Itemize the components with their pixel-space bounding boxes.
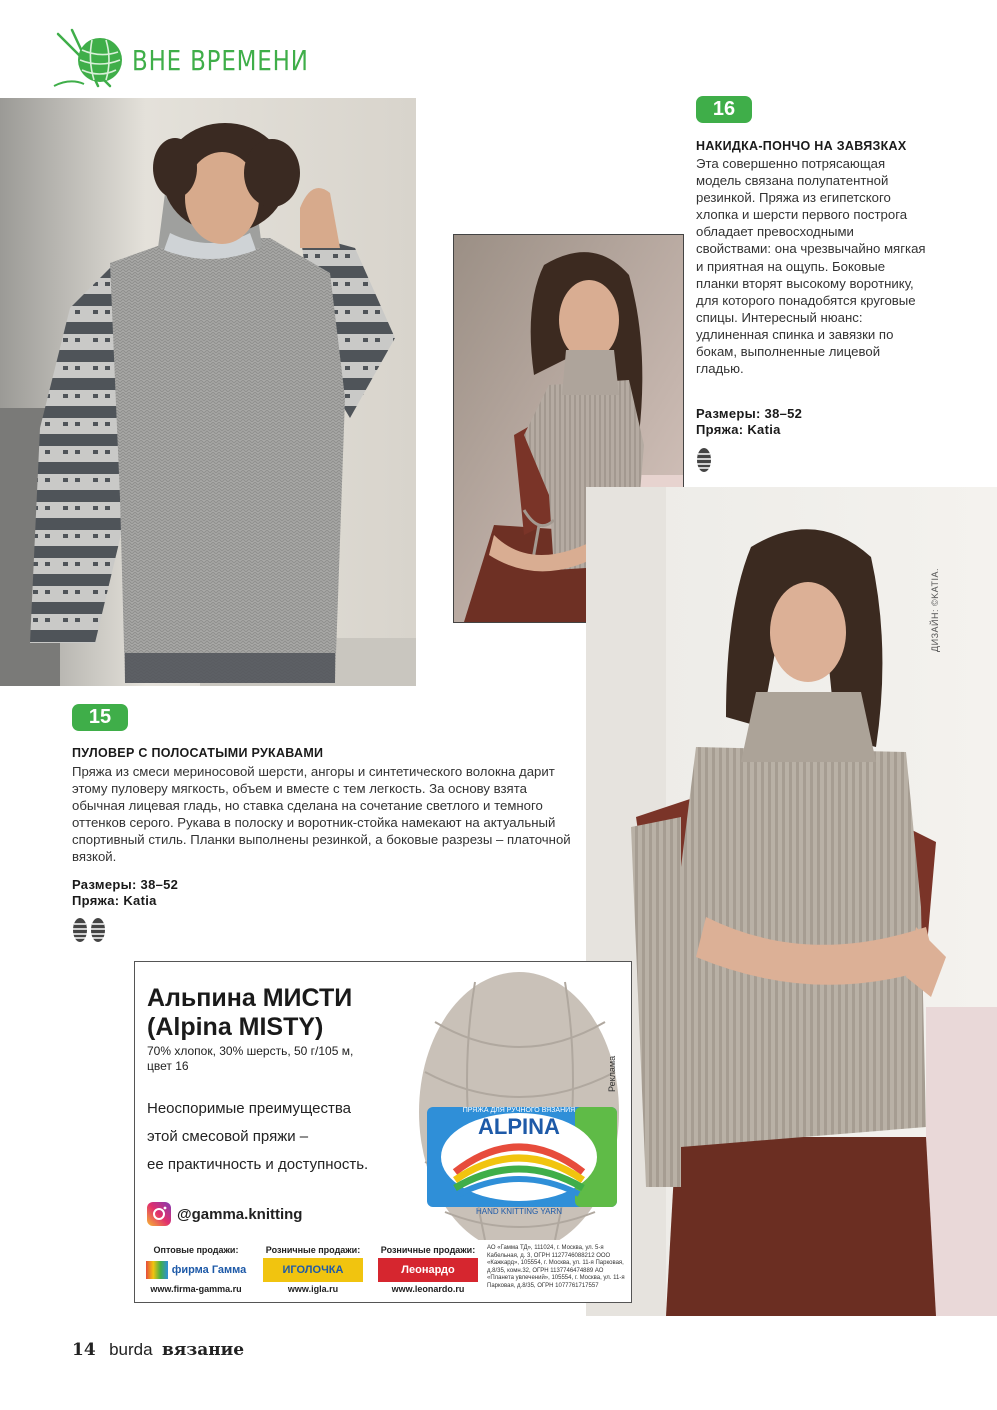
shop-retail-leonardo[interactable]: Розничные продажи: Леонардо www.leonardo.ru — [373, 1242, 483, 1294]
page-footer — [72, 1340, 244, 1360]
instagram-icon — [147, 1202, 171, 1226]
section-title: ВНЕ ВРЕМЕНИ — [132, 44, 309, 77]
shop-retail-igla[interactable]: Розничные продажи: ИГОЛОЧКА www.igla.ru — [257, 1242, 369, 1294]
instagram-handle: @gamma.knitting — [177, 1205, 303, 1223]
difficulty-yarn-icons-15 — [72, 917, 108, 948]
difficulty-yarn-icons-16 — [696, 447, 712, 478]
gamma-logo: фирма Гамма — [141, 1258, 251, 1282]
yarn-ball-logo-icon — [50, 28, 130, 90]
yarn-16: Пряжа: Katia — [696, 422, 781, 437]
sizes-15: Размеры: 38–52 — [72, 877, 179, 892]
yarn-advertisement — [134, 961, 632, 1303]
label-top: ПРЯЖА ДЛЯ РУЧНОГО ВЯЗАНИЯ — [462, 1107, 576, 1114]
model-title-15: ПУЛОВЕР С ПОЛОСАТЫМИ РУКАВАМИ — [72, 746, 324, 760]
photo-pullover-striped-sleeves — [0, 98, 416, 686]
shop-url[interactable]: www.igla.ru — [287, 1284, 339, 1294]
model-description-15: Пряжа из смеси мериносовой шерсти, ангоры и синтетического волокна дарит этому пуловеру мягкость, объем и вместе с тем легкость. За основу взята обычная лицевая гладь, но ставка сделана на сочетание светлого и темного оттенков серого. Рукава в полоску и воротник-стойка намекают на актуальный спортивный стиль. Планки выполнены резинкой, а боковые разрезы – платочной вязкой. — [72, 764, 571, 865]
ad-sellers — [135, 1242, 631, 1302]
ad-benefits: Неоспоримые преимущества этой смесовой пряжи – ее практичность и доступность. — [147, 1100, 369, 1173]
magazine-subtitle: вязание — [161, 1340, 245, 1360]
instagram-link[interactable] — [147, 1202, 302, 1226]
model-title-16: НАКИДКА-ПОНЧО НА ЗАВЯЗКАХ — [696, 139, 907, 153]
yarn-skein-icon — [696, 447, 712, 473]
design-credit: ДИЗАЙН: ©KATIA. — [930, 568, 940, 652]
shop-url[interactable]: www.firma-gamma.ru — [150, 1284, 242, 1294]
label-brand: ALPINA — [478, 1114, 560, 1139]
legal-info: АО «Гамма ТД», 111024, г. Москва, ул. 5-я Кабельная, д. 3, ОГРН 1127746088212 ООО «Кажкард», 105554, г. Москва, ул. 11-я Парковая, д.8/35, комн.32, ОГРН 1137746474889 АО «Планета увлечений», 105554, г. Москва, ул. 11-я Парковая, д.8/35, ОГРН 1077761717557 — [487, 1245, 625, 1289]
model-number-badge-16: 16 — [696, 96, 752, 123]
magazine-name: burda — [109, 1340, 153, 1359]
model-number-badge-15: 15 — [72, 704, 128, 731]
model-description-16: Эта совершенно потрясающая модель связана полупатентной резинкой. Пряжа из египетского хлопка и шерсти первого построга обладает превосходными свойствами: она чрезвычайно мягкая и приятная на ощупь. Боковые планки вторят высокому воротнику, для которого понадобятся круговые спицы. Интересный нюанс: удлиненная спинка и завязки по бокам, выполненные лицевой гладью. — [696, 156, 926, 377]
yarn-skein-image — [415, 962, 631, 1240]
model-specs-16 — [696, 406, 802, 438]
leonardo-logo: Леонардо — [378, 1258, 478, 1282]
model-specs-15 — [72, 877, 178, 909]
sizes-16: Размеры: 38–52 — [696, 406, 803, 421]
page-number: 14 — [72, 1340, 96, 1360]
yarn-15: Пряжа: Katia — [72, 893, 157, 908]
igolochka-logo: ИГОЛОЧКА — [263, 1258, 363, 1282]
shop-wholesale[interactable]: Оптовые продажи: фирма Гамма www.firma-gamma.ru — [141, 1242, 251, 1294]
label-bottom: HAND KNITTING YARN — [476, 1207, 562, 1216]
ad-composition: 70% хлопок, 30% шерсть, 50 г/105 м, цвет 16 — [147, 1044, 354, 1073]
yarn-skein-icon — [72, 917, 108, 943]
ad-disclosure: Реклама — [607, 1055, 617, 1092]
shop-url[interactable]: www.leonardo.ru — [391, 1284, 465, 1294]
ad-title: Альпина МИСТИ (Alpina MISTY) — [147, 984, 353, 1041]
